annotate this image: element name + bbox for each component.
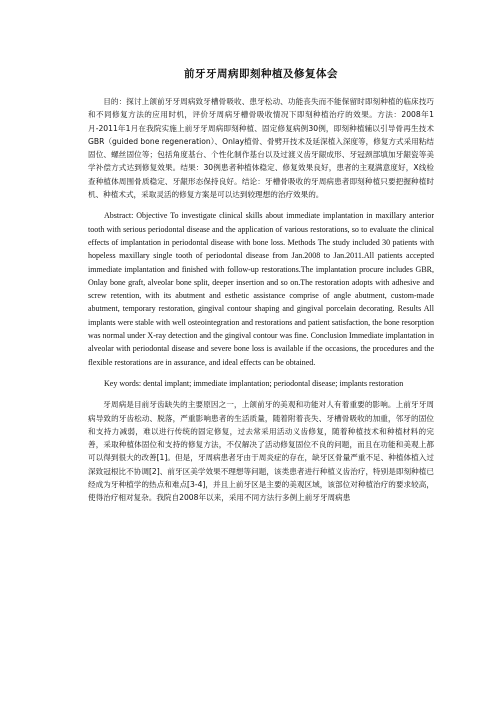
spacer [88, 201, 434, 209]
abstract-chinese: 目的：探讨上颌前牙牙周病致牙槽骨吸收、患牙松动、功能丧失而不能保留时即刻种植的临床技巧和不同修复方法的应用时机，评价牙周病牙槽骨吸收情况下即刻种植治疗的效果。方法：2008年1月-2011年1月在我院实施上前牙牙周病即刻种植、固定修复病例30例，即刻种植辅以引导骨再生技术GBR（guided bone regeneration）、Onlay植骨、骨劈开技术及延深植入深度等，修复方式采用粘结固位、螺丝固位等；包括角度基台、个性化制作基台以及过渡义齿牙龈成形、牙冠颈部填加牙龈瓷等美学补偿方式达到修复效果。结果：30例患者种植体稳定、修复效果良好，患者的主观满意度好，X线检查种植体周围骨质稳定、牙龈形态保持良好。结论：牙槽骨吸收的牙周病患者即刻种植只要把握种植时机、种植术式，采取灵活的修复方案是可以达到较理想的治疗效果的。 [88, 97, 434, 200]
spacer [88, 369, 434, 377]
body-introduction: 牙周病是目前牙齿缺失的主要原因之一，上颌前牙的美观和功能对人有着重要的影响。上前牙牙周病导致的牙齿松动、脱落，严重影响患者的生活质量，随着附着丧失、牙槽骨吸收的加重，邻牙的固位和支持力减弱，难以进行传统的固定修复，过去常采用活动义齿修复，随着种植技术和种植材料的完善，采取种植体固位和支持的修复方法，不仅解决了活动修复固位不良的问题，而且在功能和美观上都可以得到很大的改善[1]。但是，牙周病患者牙由于周炎症的存在，缺牙区骨量严重不足、种植体植入过深致冠根比不协调[2]、前牙区美学效果不理想等问题，该类患者进行种植义齿治疗，特别是即刻种植已经成为牙种植学的热点和难点[3-4]，并且上前牙区是主要的美观区域，该部位对种植治疗的要求较高，使得治疗相对复杂。我院自2008年以来，采用不同方法行多例上前牙牙周病患 [88, 400, 434, 503]
keywords-english: Key words: dental implant; immediate implantation; periodontal disease; implants restoration [104, 378, 404, 388]
paper-title: 前牙牙周病即刻种植及修复体会 [184, 68, 338, 80]
abstract-english: Abstract: Objective To investigate clinical skills about immediate implantation in maxillary anterior tooth with serious periodontal disease and the application of various restorations, so to evaluate the clinical effects of implantation in periodontal disease with bone loss. Methods The study included 30 patients with hopeless maxillary single tooth of periodontal disease from Jan.2008 to Jan.2011.All patients accepted immediate implantation and finished with follow-up restorations.The implantation procure includes GBR, Onlay bone graft, alveolar bone split, deeper insertion and so on.The restoration adopts with adhesive and screw retention, with its abutment and esthetic assistance comprise of angle abutment, custom-made abutment, temporary restoration, gingival contour shaping and gingival porcelain decorating. Results All implants were stable with well osteointegration and restorations and patient satisfaction, the bone resorption was normal under X-ray detection and the gingival contour was fine. Conclusion Immediate implantation in alveolar with periodontal disease and severe bone loss is available if the occasions, the procedures and the flexible restorations are in assurance, and ideal effects can be obtained. [88, 211, 434, 367]
spacer [88, 390, 434, 398]
